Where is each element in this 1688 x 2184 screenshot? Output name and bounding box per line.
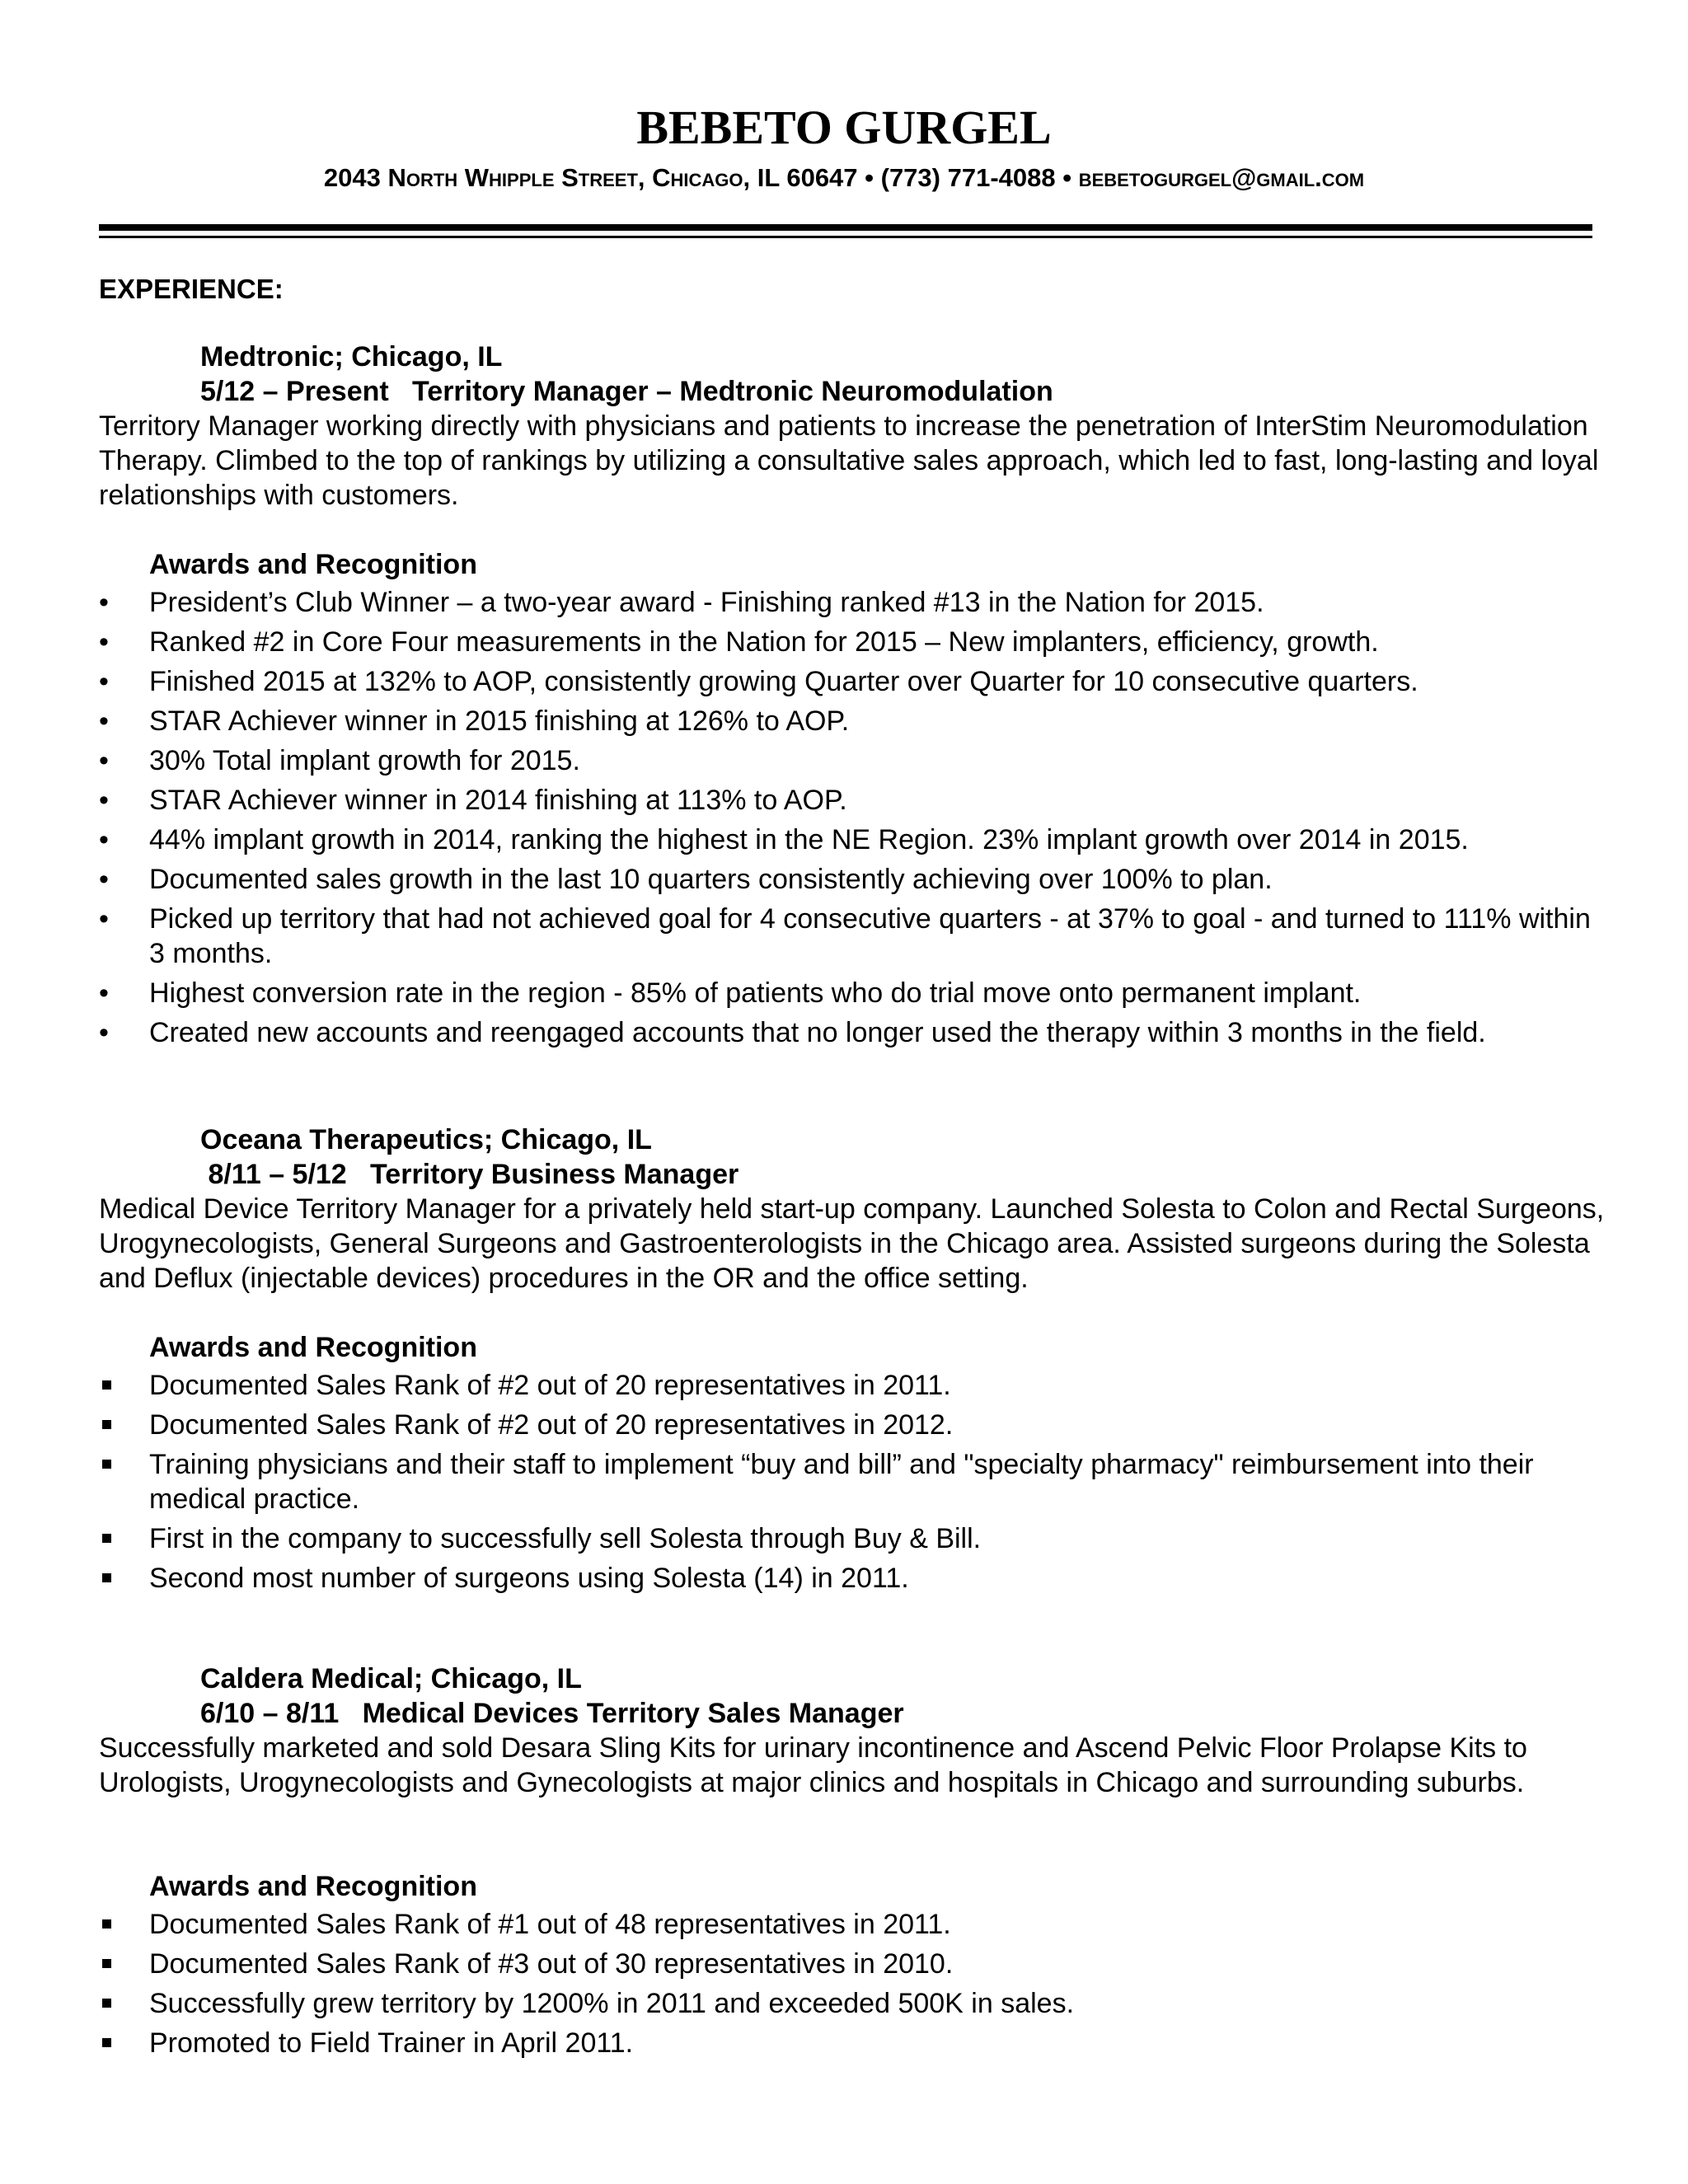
list-item (99, 1447, 1607, 1516)
list-item (99, 1015, 1607, 1050)
bullet-icon (99, 823, 124, 857)
awards-heading: Awards and Recognition (149, 1871, 477, 1902)
award-text: 44% implant growth in 2014, ranking the highest in the NE Region. 23% implant growth over 2014 in 2015. (149, 824, 1469, 855)
list-item (99, 1521, 1607, 1556)
square-bullet-icon (99, 1947, 124, 1981)
list-item (99, 902, 1607, 971)
award-text: Documented Sales Rank of #2 out of 20 representatives in 2011. (149, 1370, 951, 1401)
bullet-icon (99, 704, 124, 738)
job-company: Oceana Therapeutics; Chicago, IL (200, 1124, 652, 1155)
square-bullet-icon (99, 1408, 124, 1442)
awards-heading: Awards and Recognition (149, 1332, 477, 1363)
job-description: Medical Device Territory Manager for a privately held start-up company. Launched Solesta to Colon and Rectal Surgeons, Urogynecologists, General Surgeons and Gastroenterologists in the Chicago area. Assisted surgeons during the Solesta and Deflux (injectable devices) procedures in the OR and the office setting. (99, 1193, 1605, 1294)
awards-list (99, 1368, 1607, 1596)
bullet-icon (99, 743, 124, 778)
list-item (99, 743, 1607, 778)
list-item (99, 976, 1607, 1010)
list-item (99, 1561, 1607, 1596)
job-company: Medtronic; Chicago, IL (200, 341, 503, 373)
list-item (99, 704, 1607, 738)
bullet-icon (99, 902, 124, 936)
award-text: Second most number of surgeons using Solesta (14) in 2011. (149, 1563, 909, 1594)
header-divider-thin (99, 236, 1592, 238)
list-item (99, 1986, 1607, 2021)
square-bullet-icon (99, 1986, 124, 2021)
list-item (99, 1947, 1607, 1981)
job-description: Territory Manager working directly with physicians and patients to increase the penetration of InterStim Neuromodulation Therapy. Climbed to the top of rankings by utilizing a consultative sales approach, which led to fast, long-lasting and loyal relationships with customers. (99, 410, 1599, 511)
experience-heading: EXPERIENCE: (99, 274, 284, 304)
award-text: Documented Sales Rank of #1 out of 48 representatives in 2011. (149, 1909, 951, 1940)
square-bullet-icon (99, 1561, 124, 1596)
list-item (99, 1368, 1607, 1403)
job-description: Successfully marketed and sold Desara Sling Kits for urinary incontinence and Ascend Pelvic Floor Prolapse Kits to Urologists, Urogynecologists and Gynecologists at major clinics and hospitals in Chicago and surrounding suburbs. (99, 1732, 1527, 1798)
award-text: STAR Achiever winner in 2015 finishing at 126% to AOP. (149, 705, 850, 737)
award-text: Created new accounts and reengaged accounts that no longer used the therapy within 3 months in the field. (149, 1017, 1486, 1048)
list-item (99, 862, 1607, 897)
list-item (99, 783, 1607, 818)
bullet-icon (99, 585, 124, 620)
award-text: Documented sales growth in the last 10 quarters consistently achieving over 100% to plan. (149, 864, 1273, 895)
bullet-icon (99, 664, 124, 699)
award-text: First in the company to successfully sell Solesta through Buy & Bill. (149, 1523, 982, 1554)
award-text: Picked up territory that had not achieved goal for 4 consecutive quarters - at 37% to goal - and turned to 111% within 3 months. (149, 903, 1591, 969)
award-text: Finished 2015 at 132% to AOP, consistently growing Quarter over Quarter for 10 consecutive quarters. (149, 666, 1418, 697)
awards-list (99, 585, 1607, 1050)
award-text: Documented Sales Rank of #2 out of 20 representatives in 2012. (149, 1409, 954, 1441)
job-role: 8/11 – 5/12 Territory Business Manager (200, 1159, 739, 1190)
bullet-icon (99, 783, 124, 818)
award-text: Ranked #2 in Core Four measurements in the Nation for 2015 – New implanters, efficiency, growth. (149, 626, 1379, 658)
square-bullet-icon (99, 1447, 124, 1482)
award-text: Promoted to Field Trainer in April 2011. (149, 2027, 634, 2059)
list-item (99, 1408, 1607, 1442)
job-role: 6/10 – 8/11 Medical Devices Territory Sales Manager (200, 1698, 904, 1729)
award-text: President’s Club Winner – a two-year award - Finishing ranked #13 in the Nation for 2015. (149, 587, 1264, 618)
award-text: STAR Achiever winner in 2014 finishing at 113% to AOP. (149, 785, 847, 816)
bullet-icon (99, 976, 124, 1010)
award-text: Training physicians and their staff to implement “buy and bill” and "specialty pharmacy" reimbursement into their medical practice. (149, 1449, 1534, 1515)
list-item (99, 585, 1607, 620)
job-company: Caldera Medical; Chicago, IL (200, 1663, 582, 1694)
bullet-icon (99, 862, 124, 897)
candidate-name: BEBETO GURGEL (636, 101, 1052, 154)
award-text: Successfully grew territory by 1200% in 2011 and exceeded 500K in sales. (149, 1988, 1075, 2019)
square-bullet-icon (99, 1907, 124, 1942)
square-bullet-icon (99, 1368, 124, 1403)
list-item (99, 625, 1607, 659)
bullet-icon (99, 1015, 124, 1050)
award-text: Highest conversion rate in the region - 85% of patients who do trial move onto permanent implant. (149, 977, 1362, 1009)
list-item (99, 2026, 1607, 2060)
job-role: 5/12 – Present Territory Manager – Medtronic Neuromodulation (200, 376, 1053, 407)
header-divider-thick (99, 224, 1592, 231)
square-bullet-icon (99, 1521, 124, 1556)
square-bullet-icon (99, 2026, 124, 2060)
awards-list (99, 1907, 1607, 2060)
award-text: 30% Total implant growth for 2015. (149, 745, 580, 776)
award-text: Documented Sales Rank of #3 out of 30 representatives in 2010. (149, 1948, 954, 1980)
list-item (99, 664, 1607, 699)
awards-heading: Awards and Recognition (149, 549, 477, 580)
contact-line: 2043 North Whipple Street, Chicago, IL 60647 • (773) 771-4088 • bebetogurgel@gmail.com (323, 163, 1365, 192)
list-item (99, 1907, 1607, 1942)
list-item (99, 823, 1607, 857)
bullet-icon (99, 625, 124, 659)
